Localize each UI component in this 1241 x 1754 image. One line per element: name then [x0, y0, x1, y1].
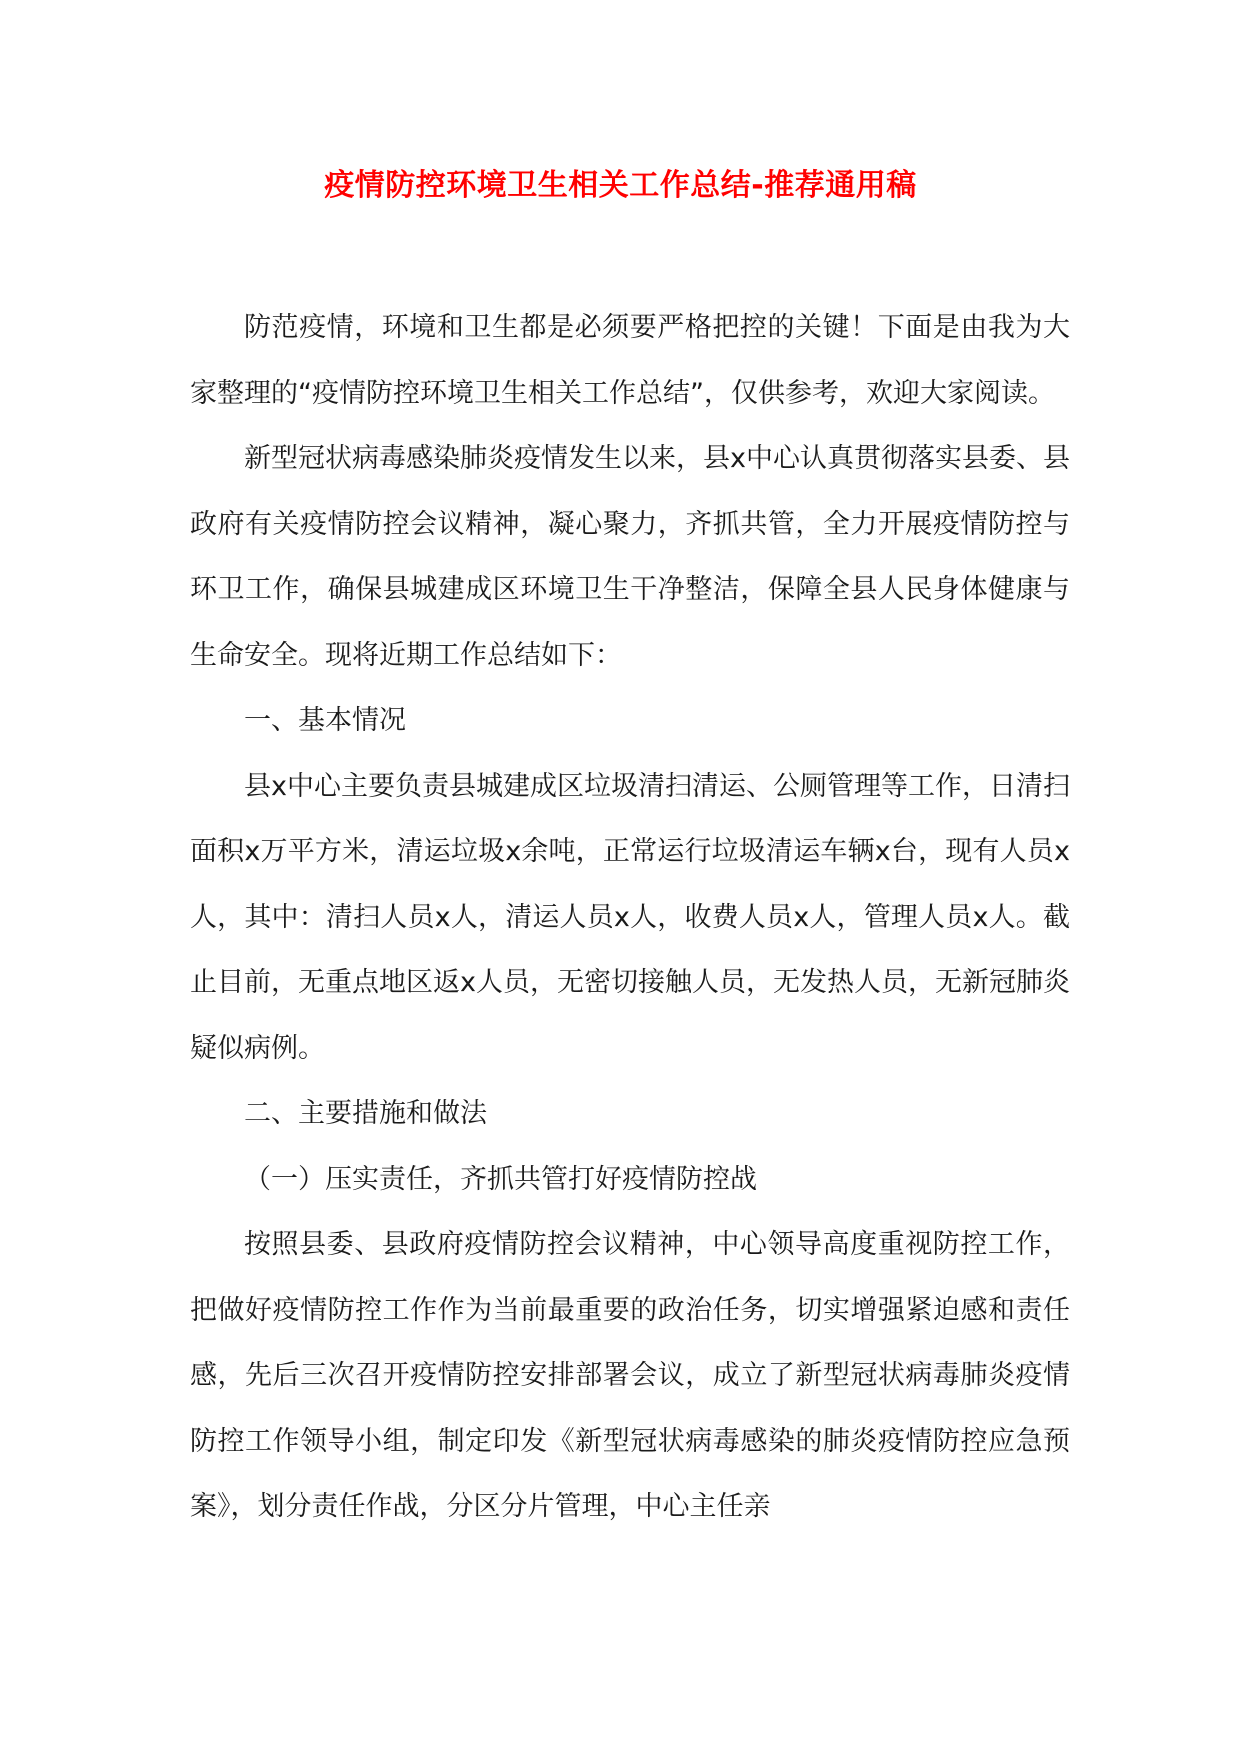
paragraph-basic-situation: 县x中心主要负责县城建成区垃圾清扫清运、公厕管理等工作，日清扫面积x万平方米，清运垃圾x余吨，正常运行垃圾清运车辆x台，现有人员x人，其中：清扫人员x人，清运人员x人，收费人员x人，管理人员x人。截止目前，无重点地区返x人员，无密切接触人员，无发热人员，无新冠肺炎疑似病例。: [190, 770, 1070, 1064]
paragraph-intro: 防范疫情，环境和卫生都是必须要严格把控的关键！下面是由我为大家整理的“疫情防控环境卫生相关工作总结”，仅供参考，欢迎大家阅读。: [190, 312, 1070, 409]
section-heading-measures: 二、主要措施和做法: [244, 1098, 487, 1129]
document-title: 疫情防控环境卫生相关工作总结-推荐通用稿: [324, 168, 917, 203]
subsection-heading-responsibility: （一）压实责任，齐抓共管打好疫情防控战: [244, 1163, 757, 1195]
paragraph-responsibility: 按照县委、县政府疫情防控会议精神，中心领导高度重视防控工作，把做好疫情防控工作作为当前最重要的政治任务，切实增强紧迫感和责任感，先后三次召开疫情防控安排部署会议，成立了新型冠状病毒肺炎疫情防控工作领导小组，制定印发《新型冠状病毒感染的肺炎疫情防控应急预案》，划分责任作战，分区分片管理，中心主任亲: [190, 1229, 1070, 1522]
section-heading-basic: 一、基本情况: [244, 705, 406, 736]
paragraph-overview: 新型冠状病毒感染肺炎疫情发生以来，县x中心认真贯彻落实县委、县政府有关疫情防控会议精神，凝心聚力，齐抓共管，全力开展疫情防控与环卫工作，确保县城建成区环境卫生干净整洁，保障全县人民身体健康与生命安全。现将近期工作总结如下：: [190, 443, 1070, 671]
document-body: [190, 295, 1070, 1540]
